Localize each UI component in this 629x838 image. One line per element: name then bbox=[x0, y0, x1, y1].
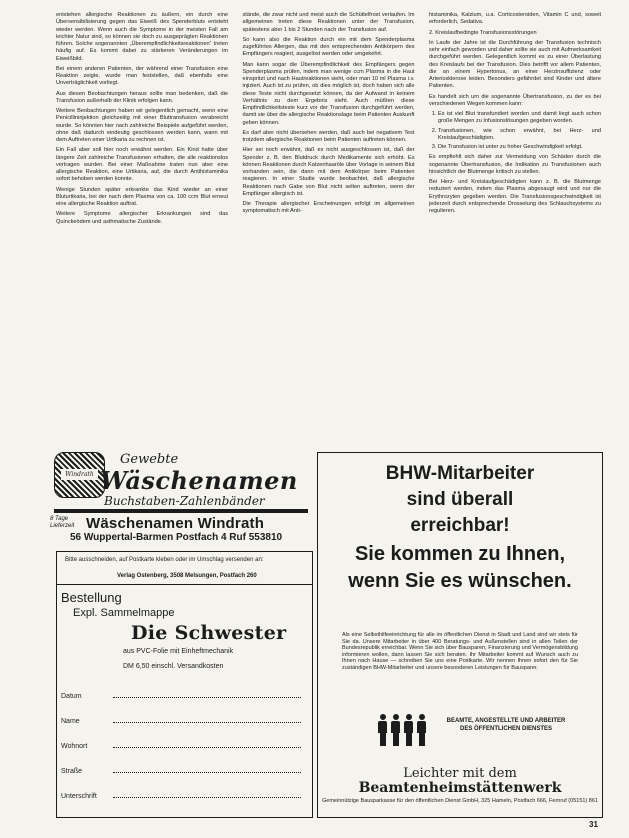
field-line bbox=[113, 722, 301, 723]
paragraph: entstehen allergische Reaktionen zu äußern, ein durch eine Übersensibilisierung gegen das Eiweiß des Spenderbluts entsteht wieder werden. Wenn auch die Symptome in der meisten Fall am leichter Natur sind, so können sie doch zu ausgeprägten Reaktionen führen. Solche sogenannten „Überempfindlichkeitsreaktionen“ treten häufig auf. Es kommt dabei zu stärkeren Veränderungen im Eiweißbild. bbox=[56, 12, 228, 62]
person-icon bbox=[378, 714, 387, 746]
person-icon bbox=[404, 714, 413, 746]
ad2-contact: Gemeinnützige Bausparkasse für den öffentlichen Dienst GmbH, 325 Hameln, Postfach 666, Fernruf (05151) 861 bbox=[322, 798, 598, 804]
paragraph: Es darf aber nicht übersehen werden, daß auch bei negativem Test trotzdem allergische Reaktionen beim Patienten auftreten können. bbox=[242, 129, 415, 143]
paragraph: Ein Fall aber soll hier noch erwähnt werden. Ein Kind hatte über längere Zeit zahlreiche Transfusionen erhalten, die alle reaktionslos vertragen wurden. Bei einer Maßnahme traten nun aber eine allergische Reaktion, eine Urtikaria, auf, die durch Antihistaminika sofort behoben werden konnte. bbox=[56, 147, 228, 183]
paragraph: Weitere Beobachtungen haben wir gelegentlich gemacht, wenn eine Penicillininjektion gleichzeitig mit einer Bluttransfusion verabreicht wurde. So könnten hier nach zahlreiche Beispiele aufgeführt werden, ohne daß dadurch eindeutig geschlossen werden kann, wann mit dem Auftreten einer Urtikaria zu rechnen ist. bbox=[56, 108, 228, 143]
field-line bbox=[113, 772, 301, 773]
ad1-subtitle: Buchstaben-Zahlenbänder bbox=[104, 494, 265, 508]
ad2-headline-5: wenn Sie es wünschen. bbox=[348, 570, 572, 592]
form-description: aus PVC-Folie mit Einheftmechanik bbox=[123, 648, 234, 655]
order-form bbox=[56, 551, 313, 818]
paragraph: Weitere Symptome allergischer Erkrankungen sind das Quinckeödem und asthmatische Zustände. bbox=[56, 211, 228, 225]
paragraph: Wenige Stunden später erkrankte das Kind wieder an einer Bluturtikaria, bei der nach dem Plasma von ca. 100 ccm Blut erneut eine allergische Reaktion auftrat. bbox=[56, 186, 228, 207]
form-note: Bitte ausschneiden, auf Postkarte kleben oder im Umschlag versenden an: bbox=[65, 557, 264, 563]
ad2-slogan: Leichter mit dem bbox=[403, 766, 517, 781]
article-column-2 bbox=[243, 12, 415, 440]
union-text: BEAMTE, ANGESTELLTE UND ARBEITER DES ÖFFENTLICHEN DIENSTES bbox=[446, 718, 566, 732]
street-field[interactable] bbox=[61, 768, 309, 775]
ad2-headline-4: Sie kommen zu Ihnen, bbox=[354, 543, 566, 565]
article-column-3 bbox=[429, 12, 601, 440]
paragraph: In Laufe der Jahre ist die Durchführung der Transfusion technisch sehr einfach geworden und daher sollte sie auch mit Aufmerksamkeit durchgeführt werden. Gelegentlich kommt es zu einer Überlastung des Kreislaufs bei der Transfusion. Dies betrifft vor allem Patienten, die an einem Hypertonus, an einer Herzinsuffizienz oder Arteriosklerose leiden. Besonders gefährdet sind Kinder und ältere Patienten. bbox=[429, 39, 601, 90]
ad2-headline-2: sind überall bbox=[406, 489, 514, 510]
date-field[interactable] bbox=[61, 693, 309, 700]
paragraph: Es handelt sich um die sogenannte Übertransfusion, zu der es bei verschiedenen Wegen kommen kann: bbox=[429, 93, 601, 107]
ad2-body: Als eine Selbsthilfeeinrichtung für alle im öffentlichen Dienst in Stadt und Land sind wir stets für Sie da. Unsere Mitarbeiter in über 400 Beratungs- und Außenstellen sind in allen Teilen der Bundesrepublik erreichbar. Wenn Sie sich über Bausparen, Finanzierung und Vermögensbildung informieren wollen, dann lassen Sie sich beraten. Ihr Mitarbeiter kommt auf Wunsch auch zu Ihnen nach Hause — schreiben Sie uns eine Postkarte. Wir nennen Ihnen sofort den für Sie zuständigen BHW-Mitarbeiter und unsere besonderen Leistungen für Bausparer. bbox=[342, 632, 578, 671]
page-number: 31 bbox=[589, 820, 598, 829]
field-label: Datum bbox=[61, 693, 82, 700]
windrath-logo bbox=[54, 452, 105, 498]
paragraph: Bei einem anderen Patienten, der während einer Transfusion eine Reaktion zeigte, wurde man feststellen, daß ebenfalls eine Unverträglichkeit vorliegt. bbox=[56, 65, 228, 87]
ad1-gewebte: Gewebte bbox=[120, 452, 179, 467]
paragraph: Bei Herz- und Kreislaufgeschädigten kann z. B. die Blutmenge reduziert werden, indem das Plasma abgesaugt wird und nur die Erythrozyten gegeben werden. Die Transfusionsgeschwindigkeit ist jederzeit durch entsprechende Drosselung des Schlauchsystems zu regulieren. bbox=[429, 179, 601, 214]
field-label: Name bbox=[61, 718, 80, 725]
form-item: Expl. Sammelmappe bbox=[73, 607, 175, 619]
paragraph: Man kann sogar die Überempfindlichkeit des Empfängers gegen Spenderplasma prüfen, indem man wenige ccm Plasma in die Haut einspritzt und nach Hautreaktionen sieht, oder man 10 ml Plasma i.v. injiziert. Auch ist zu prüfen, ob dies möglich ist, doch haben sich alle diese Teste nicht durchgesetzt können, da der Aufwand in keinem Verhältnis zu dem Ergebnis steht. Auch müßten diese Empfindlichkeitsteste kurz vor der Transfusion durchgeführt werden, damit sie über die allergische Reaktionslage beim Patienten Auskunft geben können. bbox=[242, 61, 415, 126]
ad1-address: 56 Wuppertal-Barmen Postfach 4 Ruf 553810 bbox=[70, 532, 283, 543]
ad1-divider bbox=[54, 509, 308, 513]
form-product-title: Die Schwester bbox=[131, 622, 287, 644]
paragraph: Hier sei noch erwähnt, daß es nicht ausgeschlossen ist, daß der Spender z. B. den Blutdruck durch Medikamente sich erhöht. Es können Reaktionen durch Katzenhaaröle über Vorlage in seinem Blut vorhanden sein, die dann mit dem Antikörper beim Patienten reagieren. In einer Studie wurde beobachtet, daß allergische Reaktionen nach Gabe von Blut nicht selten auftreten, wenn der Empfänger allergisch ist. bbox=[242, 147, 415, 197]
field-line bbox=[113, 747, 301, 748]
field-label: Unterschrift bbox=[61, 793, 97, 800]
name-field[interactable] bbox=[61, 718, 309, 725]
paragraph: So kann also die Reaktion durch ein mit dem Spenderplasma zugeführtes Allergen, das mit den entsprechenden Antikörpern des Empfängers reagiert, ausgelöst werden oder umgekehrt. bbox=[242, 36, 415, 58]
paragraph: Aus diesen Beobachtungen heraus sollte man bedenken, daß die Transfusion außerhalb der Klinik erfolgen kann. bbox=[56, 90, 228, 104]
person-icon bbox=[391, 714, 400, 746]
field-label: Wohnort bbox=[61, 743, 88, 750]
union-emblem bbox=[378, 714, 578, 758]
form-heading: Bestellung bbox=[61, 590, 122, 605]
ad1-tage-line2: Lieferzeit bbox=[50, 523, 75, 529]
paragraph: Die Therapie allergischer Erscheinungen erfolgt im allgemeinen symptomatisch mit Anti- bbox=[242, 201, 415, 215]
ad1-delivery-note bbox=[50, 516, 74, 530]
paragraph: Es empfiehlt sich daher zur Vermeidung von Schäden durch die sogenannte Übertransfusion, die Indikation zu Transfusionen auch hinsichtlich der Blutmenge kritisch zu stellen. bbox=[429, 154, 601, 175]
form-price: DM 6,50 einschl. Versandkosten bbox=[123, 663, 224, 670]
article-columns bbox=[56, 12, 601, 440]
bhw-ad bbox=[317, 452, 603, 818]
paragraph: histaminika, Kalzium, u.a. Corticosteroiden, Vitamin C und, soweit erforderlich, Sedativa. bbox=[429, 12, 601, 26]
ad1-tage-line1: 8 Tage bbox=[50, 516, 69, 522]
ad2-headline-3: erreichbar! bbox=[410, 515, 510, 536]
ad1-brand: Wäschenamen Windrath bbox=[86, 515, 265, 532]
signature-field[interactable] bbox=[61, 793, 309, 800]
section-heading: 2. Kreislaufbedingte Transfusionsstörungen bbox=[429, 29, 537, 36]
ad2-organization-name: Beamtenheimstättenwerk bbox=[358, 780, 562, 796]
field-label: Straße bbox=[61, 768, 83, 775]
person-icon bbox=[417, 714, 426, 746]
field-line bbox=[113, 697, 301, 698]
form-divider bbox=[57, 584, 312, 585]
list-item: 2. Transfusionen, wie schon erwähnt, bei Herz- und Kreislaufgeschädigten. bbox=[438, 128, 601, 143]
list-item: 3. Die Transfusion ist unter zu hoher Geschwindigkeit erfolgt. bbox=[438, 144, 601, 151]
field-line bbox=[113, 797, 301, 798]
logo-text: Windrath bbox=[61, 469, 98, 480]
ad1-title: Wäschenamen bbox=[100, 466, 298, 495]
list-item: 1. Es ist viel Blut transfundiert worden und damit liegt auch schon große Mengen zu Infusionslösungen gegeben worden. bbox=[438, 111, 601, 126]
city-field[interactable] bbox=[61, 743, 309, 750]
paragraph: stände, die zwar nicht und meist auch die Schüttelfrost verlaufen. Im allgemeinen treten diese Reaktionen unter der Transfusion, spätestens aber 1 bis 2 Stunden nach der Transfusion auf. bbox=[242, 12, 415, 33]
numbered-list bbox=[429, 111, 601, 151]
article-column-1 bbox=[56, 12, 228, 440]
ad2-headline-1: BHW-Mitarbeiter bbox=[385, 463, 535, 484]
form-publisher: Verlag Ostenberg, 3508 Melsungen, Postfach 260 bbox=[117, 573, 257, 579]
